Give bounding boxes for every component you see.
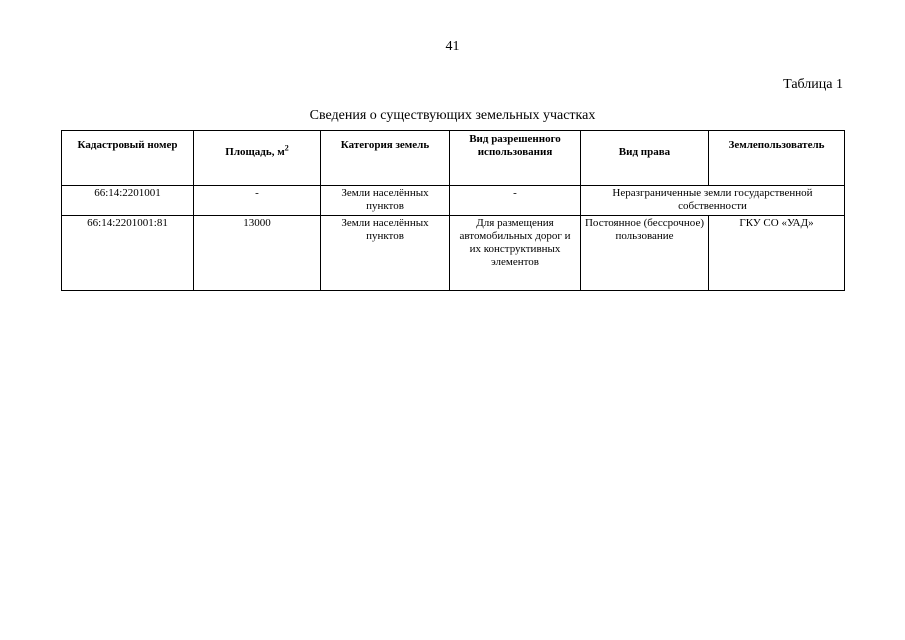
cell-area: 13000 bbox=[194, 216, 321, 291]
table-title: Сведения о существующих земельных участках bbox=[309, 108, 596, 123]
header-area-sup: 2 bbox=[284, 143, 289, 153]
cell-cadastral: 66:14:2201001 bbox=[62, 186, 194, 216]
header-cadastral: Кадастровый номер bbox=[62, 131, 194, 186]
table-label: Таблица 1 bbox=[783, 77, 843, 92]
cell-right: Постоянное (бессрочное) пользование bbox=[581, 216, 709, 291]
cell-use: - bbox=[450, 186, 581, 216]
cell-user: ГКУ СО «УАД» bbox=[709, 216, 845, 291]
header-user: Землепользователь bbox=[709, 131, 845, 186]
cell-category: Земли населённых пунктов bbox=[321, 186, 450, 216]
page-number: 41 bbox=[445, 39, 460, 54]
header-use: Вид разрешенного использования bbox=[450, 131, 581, 186]
header-area bbox=[194, 131, 321, 186]
cell-category: Земли населённых пунктов bbox=[321, 216, 450, 291]
table-header-row bbox=[62, 131, 845, 186]
cell-use: Для размещения автомобильных дорог и их конструктивных элементов bbox=[450, 216, 581, 291]
cell-right-user-merged: Неразграниченные земли государственной собственности bbox=[581, 186, 845, 216]
cell-cadastral: 66:14:2201001:81 bbox=[62, 216, 194, 291]
header-right: Вид права bbox=[581, 131, 709, 186]
table-row bbox=[62, 216, 845, 291]
table-row bbox=[62, 186, 845, 216]
land-plots-table bbox=[61, 130, 845, 291]
cell-area: - bbox=[194, 186, 321, 216]
header-category: Категория земель bbox=[321, 131, 450, 186]
header-area-label: Площадь, м bbox=[225, 146, 285, 158]
